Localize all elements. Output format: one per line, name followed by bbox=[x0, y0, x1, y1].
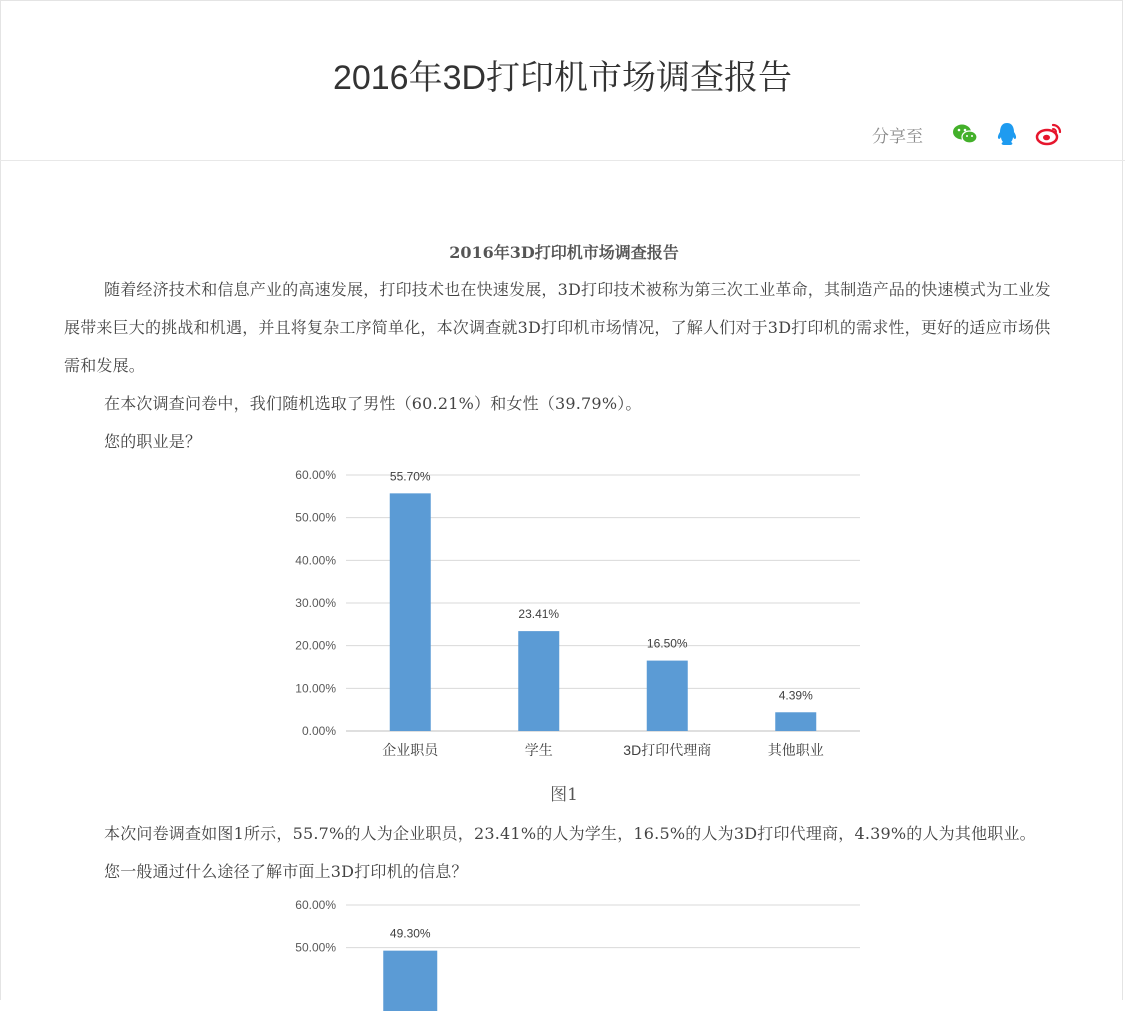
info-channel-bar-chart bbox=[64, 891, 1064, 1011]
y-tick-label: 60.00% bbox=[295, 898, 336, 912]
article-content bbox=[64, 240, 1064, 1015]
article-title: 2016年3D打印机市场调查报告 bbox=[449, 243, 679, 262]
y-tick-label: 50.00% bbox=[295, 940, 336, 955]
y-tick-label: 0.00% bbox=[301, 724, 336, 738]
weibo-icon[interactable] bbox=[1035, 120, 1063, 148]
occupation-bar-chart bbox=[64, 461, 1064, 771]
x-tick-label: 3D打印代理商 bbox=[623, 742, 712, 758]
figure-1-description: 本次问卷调查如图1所示，55.7%的人为企业职员，23.41%的人为学生，16.5%的人为3D打印代理商，4.39%的人为其他职业。 bbox=[104, 824, 1036, 843]
question-occupation: 您的职业是？ bbox=[104, 432, 202, 451]
share-label: 分享至 bbox=[872, 126, 923, 147]
occupation-chart-wrapper bbox=[64, 461, 1064, 775]
bar bbox=[383, 951, 437, 1011]
wechat-icon[interactable] bbox=[951, 120, 979, 148]
share-bar bbox=[872, 120, 1063, 148]
data-label: 23.41% bbox=[518, 607, 560, 622]
qq-icon[interactable] bbox=[993, 120, 1021, 148]
bar bbox=[775, 712, 816, 731]
data-label: 4.39% bbox=[778, 688, 813, 703]
y-tick-label: 50.00% bbox=[295, 510, 336, 525]
question-info-channel: 您一般通过什么途径了解市面上3D打印机的信息？ bbox=[104, 862, 468, 881]
bar bbox=[647, 661, 688, 731]
y-tick-label: 30.00% bbox=[295, 596, 336, 610]
intro-paragraph: 随着经济技术和信息产业的高速发展，打印技术也在快速发展，3D打印技术被称为第三次工业革命，其制造产品的快速模式为工业发展带来巨大的挑战和机遇，并且将复杂工序简单化，本次调查就3D打印机市场情况，了解人们对于3D打印机的需求性，更好的适应市场供需和发展。 bbox=[64, 280, 1051, 375]
page-header bbox=[0, 0, 1125, 161]
x-tick-label: 学生 bbox=[524, 742, 553, 758]
y-tick-label: 60.00% bbox=[295, 468, 336, 482]
data-label: 49.30% bbox=[389, 926, 431, 941]
data-label: 16.50% bbox=[646, 636, 688, 651]
y-tick-label: 20.00% bbox=[295, 638, 336, 653]
bar bbox=[518, 631, 559, 731]
figure-1-caption: 图1 bbox=[550, 785, 578, 805]
x-tick-label: 企业职员 bbox=[382, 742, 439, 758]
data-label: 55.70% bbox=[389, 469, 431, 484]
x-tick-label: 其他职业 bbox=[767, 742, 824, 758]
gender-paragraph: 在本次调查问卷中，我们随机选取了男性（60.21%）和女性（39.79%）。 bbox=[104, 394, 642, 413]
page-title: 2016年3D打印机市场调查报告 bbox=[332, 59, 793, 97]
bar bbox=[390, 493, 431, 731]
y-tick-label: 10.00% bbox=[295, 681, 336, 696]
y-tick-label: 40.00% bbox=[295, 553, 336, 568]
info-channel-chart-wrapper bbox=[64, 891, 1064, 1015]
